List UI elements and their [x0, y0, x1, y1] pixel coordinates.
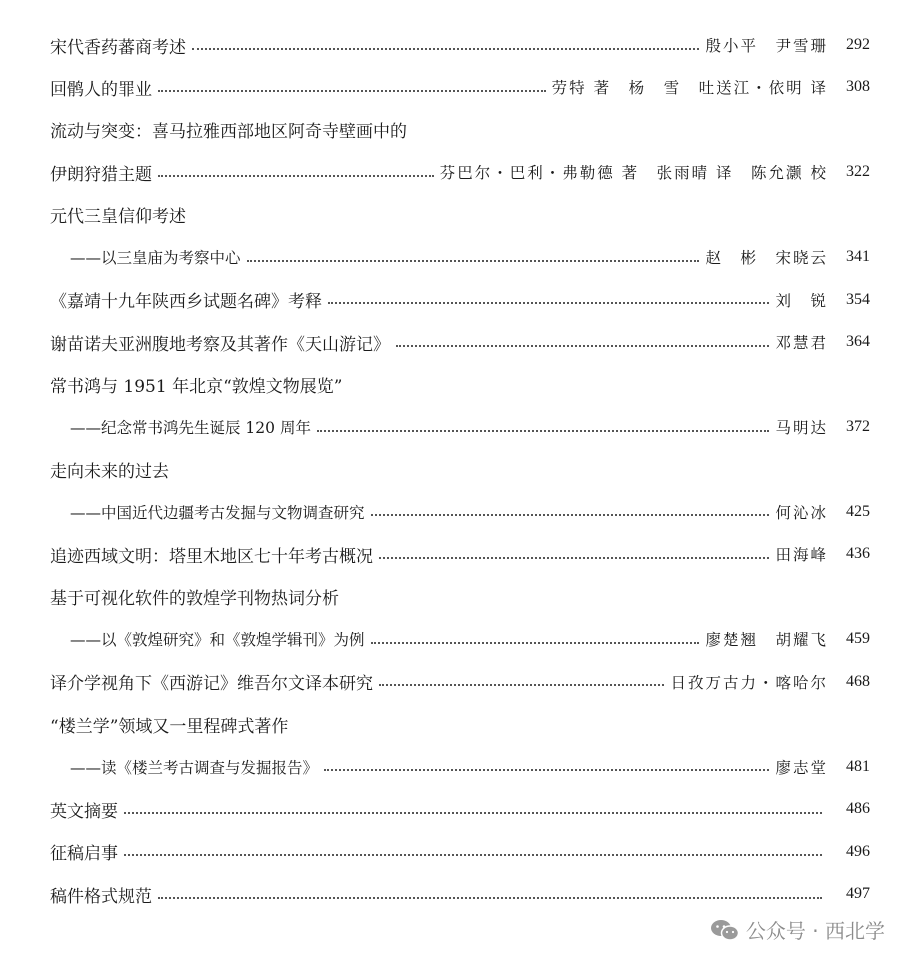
- toc-entry-subtitle: ——中国近代边疆考古发掘与文物调查研究: [70, 503, 365, 522]
- toc-entry: [70, 242, 870, 272]
- toc-entry: [50, 72, 870, 102]
- toc-entry-subtitle: ——以三皇庙为考察中心: [70, 249, 241, 268]
- toc-entry-page: 364: [846, 333, 870, 351]
- toc-entry: [50, 455, 870, 485]
- wechat-watermark: [710, 915, 885, 944]
- toc-entry: [50, 539, 870, 569]
- toc-entry-author: 赵 彬 宋晓云: [705, 249, 828, 268]
- toc-entry: [50, 794, 870, 824]
- dot-leader: [317, 429, 770, 432]
- toc-entry-page: 496: [846, 842, 870, 860]
- toc-entry-page: 481: [846, 757, 870, 775]
- toc-entry: [50, 157, 870, 187]
- toc-entry-title: 追迹西域文明：塔里木地区七十年考古概况: [50, 546, 373, 567]
- dot-leader: [328, 301, 769, 304]
- toc-entry-page: 322: [846, 163, 870, 181]
- toc-entry-title: 征稿启事: [50, 844, 118, 865]
- toc-entry-title: 基于可视化软件的敦煌学刊物热词分析: [50, 589, 339, 610]
- toc-entry-author: 何沁冰: [775, 503, 828, 522]
- toc-entry: [50, 30, 870, 60]
- toc-entry-title: 译介学视角下《西游记》维吾尔文译本研究: [50, 674, 373, 695]
- toc-entry: [50, 327, 870, 357]
- toc-entry-title: 流动与突变：喜马拉雅西部地区阿奇寺壁画中的: [50, 122, 407, 143]
- toc-entry: [50, 879, 870, 909]
- toc-entry-title: 走向未来的过去: [50, 462, 169, 482]
- toc-entry-author: 芬巴尔・巴利・弗勒德 著 张雨晴 译 陈允灏 校: [439, 164, 828, 183]
- dot-leader: [379, 556, 769, 559]
- toc-entry-page: 468: [846, 672, 870, 690]
- toc-entry-author: 殷小平 尹雪珊: [705, 37, 828, 55]
- watermark-text: 公众号 · 西北学: [745, 919, 885, 943]
- toc-entry-author: 马明达: [775, 419, 828, 438]
- toc-entry-subtitle: ——以《敦煌研究》和《敦煌学辑刊》为例: [70, 631, 365, 650]
- toc-entry: [70, 624, 870, 654]
- toc-entry: [50, 115, 870, 145]
- dot-leader: [124, 853, 822, 856]
- toc-entry: [70, 497, 870, 527]
- dot-leader: [324, 768, 769, 771]
- toc-entry-page: 497: [846, 885, 870, 902]
- toc-entry-author: 廖志堂: [775, 758, 828, 777]
- dot-leader: [379, 683, 664, 686]
- toc-entry-title: 宋代香药蕃商考述: [50, 37, 186, 58]
- toc-entry-subtitle: ——纪念常书鸿先生诞辰 120 周年: [70, 419, 311, 438]
- toc-entry: [70, 752, 870, 782]
- toc-entry: [50, 370, 870, 400]
- toc-entry-author: 日孜万古力・喀哈尔: [670, 673, 828, 692]
- dot-leader: [124, 811, 822, 814]
- dot-leader: [247, 259, 700, 262]
- toc-entry: [50, 285, 870, 315]
- toc-entry: [50, 667, 870, 697]
- toc-entry: [50, 200, 870, 230]
- dot-leader: [158, 896, 822, 899]
- toc-entry-title: 英文摘要: [50, 801, 118, 822]
- toc-entry-page: 341: [846, 248, 870, 266]
- toc-entry: [50, 837, 870, 867]
- wechat-icon: [710, 918, 740, 942]
- toc-entry-title: 稿件格式规范: [50, 886, 152, 907]
- toc-entry-title: 伊朗狩猎主题: [50, 164, 152, 185]
- toc-entry-author: 邓慧君: [775, 334, 828, 353]
- toc-entry-subtitle: ——读《楼兰考古调查与发掘报告》: [70, 758, 319, 777]
- toc-entry-title: 《嘉靖十九年陕西乡试题名碑》考释: [50, 292, 322, 313]
- toc-entry-author: 劳特 著 杨 雪 吐送江・依明 译: [551, 79, 828, 98]
- toc-entry-author: 廖楚翘 胡耀飞: [705, 631, 828, 650]
- toc-entry-page: 425: [846, 502, 870, 520]
- toc-entry-title: 常书鸿与 1951 年北京“敦煌文物展览”: [50, 377, 343, 398]
- dot-leader: [371, 641, 700, 644]
- toc-entry-page: 486: [846, 800, 870, 818]
- toc-entry-title: “楼兰学”领域又一里程碑式著作: [50, 716, 289, 737]
- dot-leader: [192, 47, 699, 50]
- toc-entry-author: 刘 锐: [775, 291, 828, 310]
- toc-entry-page: 372: [846, 418, 870, 436]
- toc-entry-author: 田海峰: [775, 546, 828, 565]
- toc-entry-page: 292: [846, 36, 870, 53]
- dot-leader: [158, 174, 434, 177]
- toc-entry-page: 354: [846, 290, 870, 308]
- toc-entry-page: 459: [846, 630, 870, 648]
- toc-entry-page: 308: [846, 78, 870, 96]
- toc-entry: [50, 709, 870, 739]
- dot-leader: [371, 513, 770, 516]
- toc-entry-title: 元代三皇信仰考述: [50, 207, 186, 228]
- toc-entry-title: 回鹘人的罪业: [50, 79, 152, 100]
- dot-leader: [396, 344, 769, 347]
- toc-entry-page: 436: [846, 545, 870, 563]
- toc-entry: [50, 582, 870, 612]
- dot-leader: [158, 89, 546, 92]
- toc-entry: [70, 412, 870, 442]
- toc-entry-title: 谢苗诺夫亚洲腹地考察及其著作《天山游记》: [50, 334, 390, 355]
